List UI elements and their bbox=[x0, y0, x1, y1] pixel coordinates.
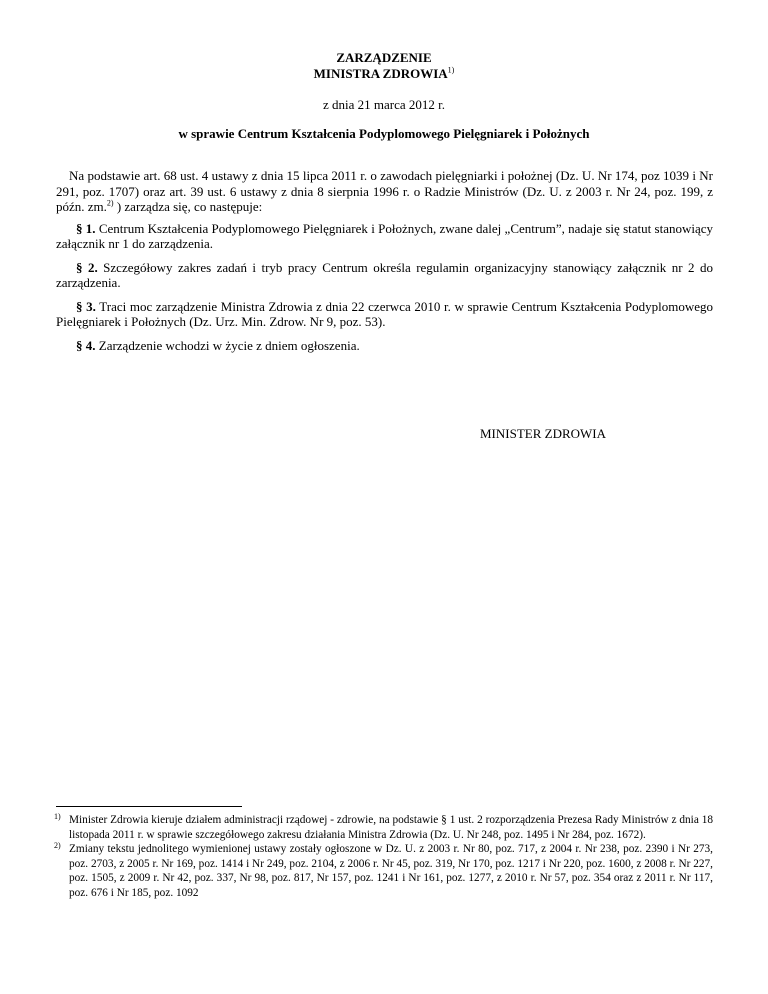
footnote-2-mark: 2) bbox=[54, 841, 61, 850]
footnote-ref-1: 1) bbox=[447, 65, 455, 75]
footnote-1 bbox=[56, 813, 713, 842]
preamble-tail: ) zarządza się, co następuje: bbox=[113, 199, 263, 214]
footnote-divider bbox=[56, 806, 242, 807]
paragraph-1-text: Centrum Kształcenia Podyplomowego Pielęgniarek i Położnych, zwane dalej „Centrum”, nadaje się statut stanowiący załącznik nr 1 do zarządzenia. bbox=[56, 220, 714, 251]
signature: MINISTER ZDROWIA bbox=[480, 426, 607, 441]
footnote-2-text: Zmiany tekstu jednolitego wymienionej ustawy zostały ogłoszone w Dz. U. z 2003 r. Nr 80, poz. 717, z 2004 r. Nr 238, poz. 2390 i Nr 273, poz. 2703, z 2005 r. Nr 169, poz. 1414 i Nr 249, poz. 2104, z 2006 r. Nr 45, poz. 319, Nr 170, poz. 1217 i Nr 220, poz. 1600, z 2008 r. Nr 227, poz. 1505, z 2009 r. Nr 42, poz. 337, Nr 98, poz. 817, Nr 157, poz. 1241 i Nr 161, poz. 1277, z 2010 r. Nr 57, poz. 354 oraz z 2011 r. Nr 117, poz. 676 i Nr 185, poz. 1092 bbox=[69, 843, 713, 899]
paragraph-4-number: § 4. bbox=[76, 337, 96, 353]
title-line-2 bbox=[0, 66, 768, 82]
paragraph-3 bbox=[56, 299, 713, 330]
footnote-1-text: Minister Zdrowia kieruje działem administracji rządowej - zdrowie, na podstawie § 1 ust. 2 rozporządzenia Prezesa Rady Ministrów z dnia 18 listopada 2011 r. w sprawie szczegółowego zakresu działania Ministra Zdrowia (Dz. U. Nr 248, poz. 1495 i Nr 284, poz. 1672). bbox=[69, 814, 713, 841]
footnote-2 bbox=[56, 842, 713, 900]
preamble bbox=[56, 168, 713, 215]
preamble-text: Na podstawie art. 68 ust. 4 ustawy z dnia 15 lipca 2011 r. o zawodach pielęgniarki i położnej (Dz. U. Nr 174, poz 1039 i Nr 291, poz. 1707) oraz art. 39 ust. 6 ustawy z dnia 8 sierpnia 1996 r. o Radzie Ministrów (Dz. U. z 2003 r. Nr 24, poz. 199, z późn. zm. bbox=[56, 168, 713, 214]
paragraph-4 bbox=[56, 338, 713, 354]
footnote-ref-2: 2) bbox=[106, 198, 114, 208]
document-date: z dnia 21 marca 2012 r. bbox=[322, 97, 445, 112]
paragraph-1-number: § 1. bbox=[76, 220, 96, 236]
paragraph-2-number: § 2. bbox=[76, 259, 98, 275]
paragraph-2 bbox=[56, 260, 713, 291]
document-title bbox=[0, 50, 768, 82]
document-body bbox=[56, 168, 713, 361]
footnote-1-mark: 1) bbox=[54, 812, 61, 821]
title-issuer: MINISTRA ZDROWIA bbox=[313, 66, 448, 81]
footnotes bbox=[56, 813, 713, 900]
paragraph-1 bbox=[56, 221, 713, 252]
paragraph-3-text: Traci moc zarządzenie Ministra Zdrowia z dnia 22 czerwca 2010 r. w sprawie Centrum Kształcenia Podyplomowego Pielęgniarek i Położnych (Dz. Urz. Min. Zdrow. Nr 9, poz. 53). bbox=[56, 298, 714, 329]
paragraph-3-number: § 3. bbox=[76, 298, 96, 314]
paragraph-2-text: Szczegółowy zakres zadań i tryb pracy Centrum określa regulamin organizacyjny stanowiący załącznik nr 2 do zarządzenia. bbox=[56, 259, 713, 290]
document-subject: w sprawie Centrum Kształcenia Podyplomowego Pielęgniarek i Położnych bbox=[178, 126, 590, 141]
title-line-1: ZARZĄDZENIE bbox=[336, 50, 432, 65]
paragraph-4-text: Zarządzenie wchodzi w życie z dniem ogłoszenia. bbox=[95, 337, 360, 353]
